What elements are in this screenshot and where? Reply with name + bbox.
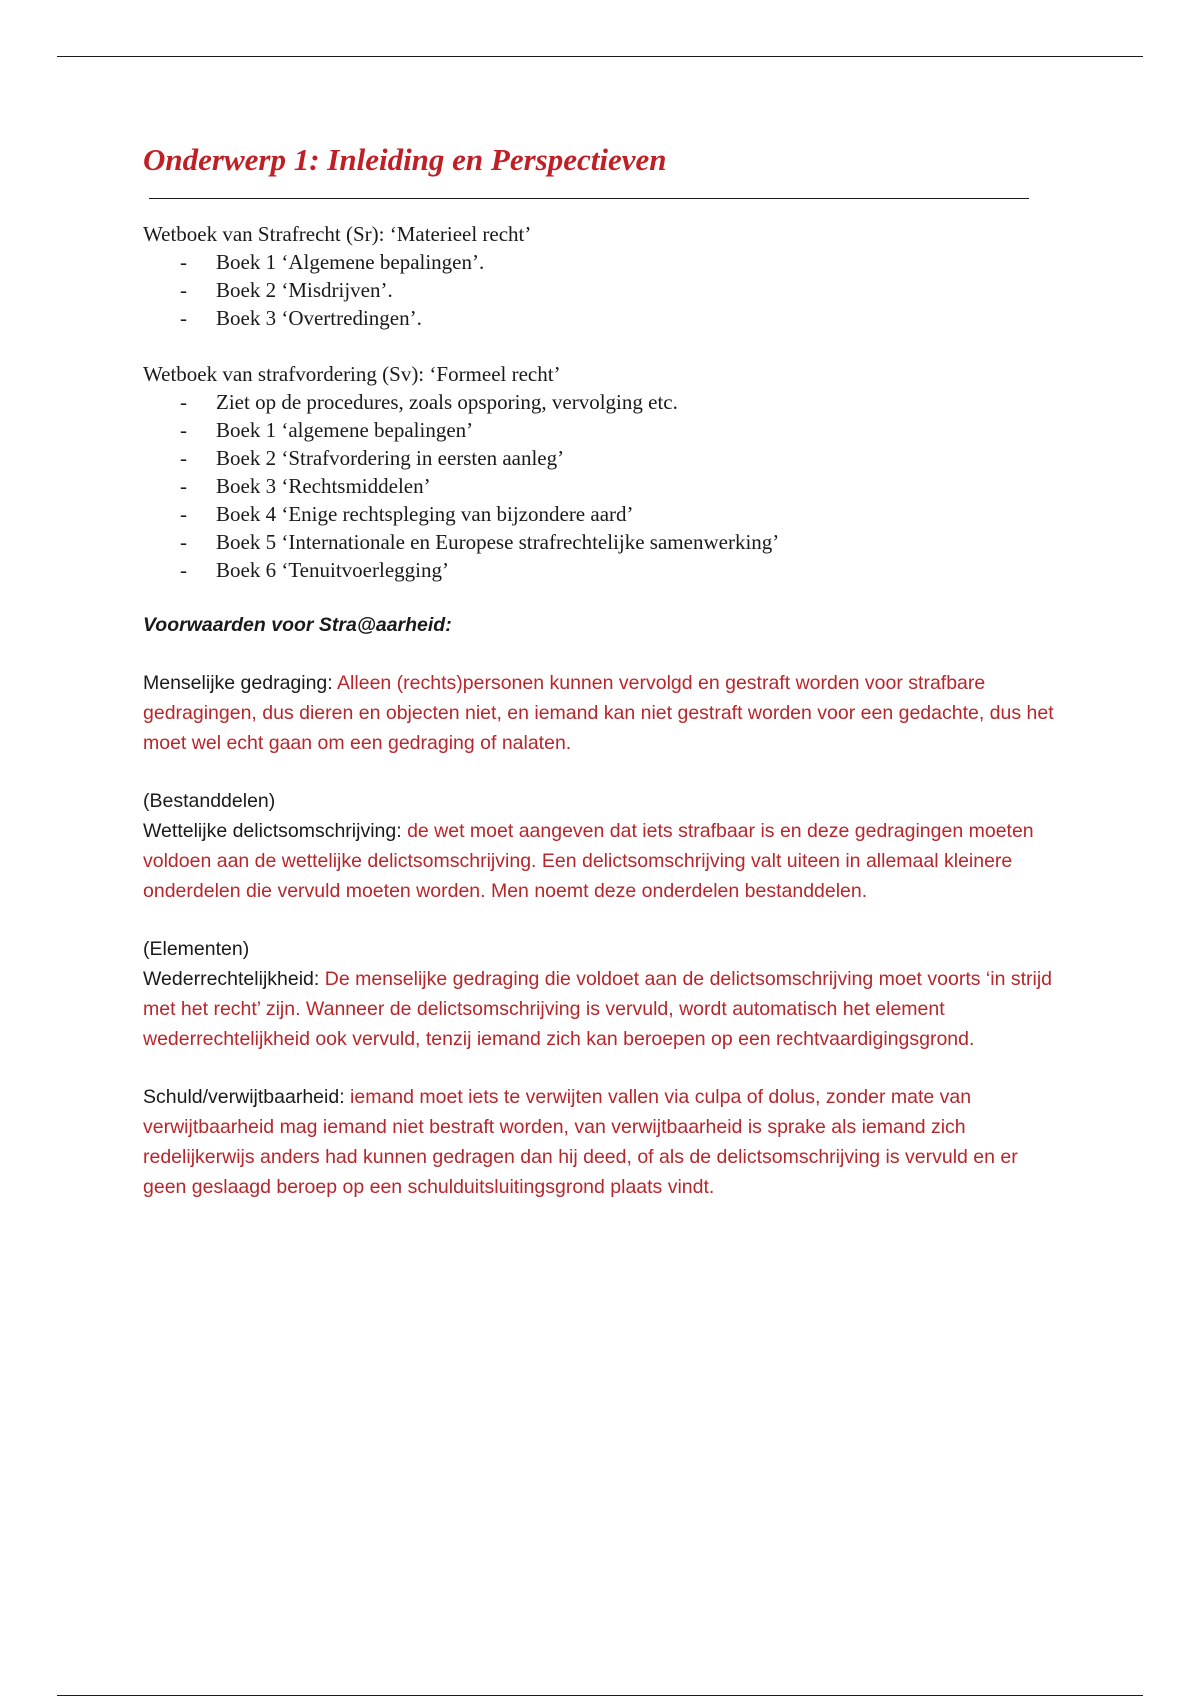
list-item-text: Boek 5 ‘Internationale en Europese strafrechtelijke samenwerking’: [216, 530, 780, 554]
sv-list: [143, 388, 1063, 584]
bullet-dash: -: [180, 502, 187, 526]
list-item-text: Boek 2 ‘Misdrijven’.: [216, 278, 393, 302]
conditions-heading: [143, 610, 1063, 640]
page-top-rule: [57, 56, 1143, 57]
list-item-text: Boek 1 ‘Algemene bepalingen’.: [216, 250, 485, 274]
sr-list: [143, 248, 1063, 332]
list-item: [143, 444, 1063, 472]
elementen-paragraph: [143, 964, 1063, 1054]
sr-heading: Wetboek van Strafrecht (Sr): ‘Materieel recht’: [143, 222, 532, 246]
bullet-dash: -: [180, 390, 187, 414]
list-item-text: Boek 2 ‘Strafvordering in eersten aanleg’: [216, 446, 565, 470]
bullet-dash: -: [180, 418, 187, 442]
list-item-text: Boek 6 ‘Tenuitvoerlegging’: [216, 558, 449, 582]
document-content: [143, 138, 1063, 1202]
list-item: [143, 304, 1063, 332]
elementen-label: Wederrechtelijkheid:: [143, 968, 325, 990]
list-item: [143, 556, 1063, 584]
schuld-paragraph: [143, 1082, 1063, 1202]
title-underline-rule: [149, 198, 1029, 199]
list-item-text: Boek 1 ‘algemene bepalingen’: [216, 418, 474, 442]
elementen-tag: (Elementen): [143, 938, 250, 960]
list-item: [143, 276, 1063, 304]
list-item: [143, 416, 1063, 444]
bullet-dash: -: [180, 474, 187, 498]
schuld-label: Schuld/verwijtbaarheid:: [143, 1086, 351, 1108]
bullet-dash: -: [180, 306, 187, 330]
bullet-dash: -: [180, 558, 187, 582]
list-item-text: Boek 3 ‘Rechtsmiddelen’: [216, 474, 431, 498]
bullet-dash: -: [180, 446, 187, 470]
list-item-text: Boek 4 ‘Enige rechtspleging van bijzondere aard’: [216, 502, 634, 526]
bestanddelen-text: de wet moet aangeven dat iets strafbaar is en deze gedragingen moeten voldoen aan de wettelijke delictsomschrijving. Een delictsomschrijving valt uiteen in allemaal kleinere onderdelen die vervuld moeten worden. Men noemt deze onderdelen bestanddelen.: [143, 820, 1034, 902]
sr-section: [143, 220, 1063, 332]
page-title: Onderwerp 1: Inleiding en Perspectieven: [143, 142, 667, 177]
list-item: [143, 528, 1063, 556]
sv-section: [143, 360, 1063, 584]
bestanddelen-tag: (Bestanddelen): [143, 790, 276, 812]
bullet-dash: -: [180, 530, 187, 554]
bullet-dash: -: [180, 250, 187, 274]
gedraging-label: Menselijke gedraging:: [143, 672, 338, 694]
list-item-text: Boek 3 ‘Overtredingen’.: [216, 306, 422, 330]
elementen-text: De menselijke gedraging die voldoet aan de delictsomschrijving moet voorts ‘in strijd met het recht’ zijn. Wanneer de delictsomschrijving is vervuld, wordt automatisch het element wederrechtelijkheid ook vervuld, tenzij iemand zich kan beroepen op een rechtvaardigingsgrond.: [143, 968, 1053, 1050]
page-bottom-rule: [57, 1695, 1143, 1696]
schuld-text: iemand moet iets te verwijten vallen via culpa of dolus, zonder mate van verwijtbaarheid mag iemand niet bestraft worden, van verwijtbaarheid is sprake als iemand zich redelijkerwijs anders had kunnen gedragen dan hij deed, of als de delictsomschrijving is vervuld en er geen geslaagd beroep op een schulduitsluitingsgrond plaats vindt.: [143, 1086, 1018, 1198]
sv-heading: Wetboek van strafvordering (Sv): ‘Formeel recht’: [143, 362, 561, 386]
list-item: [143, 248, 1063, 276]
list-item: [143, 500, 1063, 528]
bestanddelen-label: Wettelijke delictsomschrijving:: [143, 820, 408, 842]
list-item: [143, 472, 1063, 500]
list-item: [143, 388, 1063, 416]
conditions-heading-text: Voorwaarden voor Stra@aarheid: [143, 614, 446, 636]
gedraging-paragraph: [143, 668, 1063, 758]
list-item-text: Ziet op de procedures, zoals opsporing, vervolging etc.: [216, 390, 678, 414]
conditions-heading-colon: :: [445, 614, 452, 636]
bestanddelen-paragraph: [143, 816, 1063, 906]
bullet-dash: -: [180, 278, 187, 302]
gedraging-text: Alleen (rechts)personen kunnen vervolgd en gestraft worden voor strafbare gedragingen, dus dieren en objecten niet, en iemand kan niet gestraft worden voor een gedachte, dus het moet wel echt gaan om een gedraging of nalaten.: [143, 672, 1054, 754]
